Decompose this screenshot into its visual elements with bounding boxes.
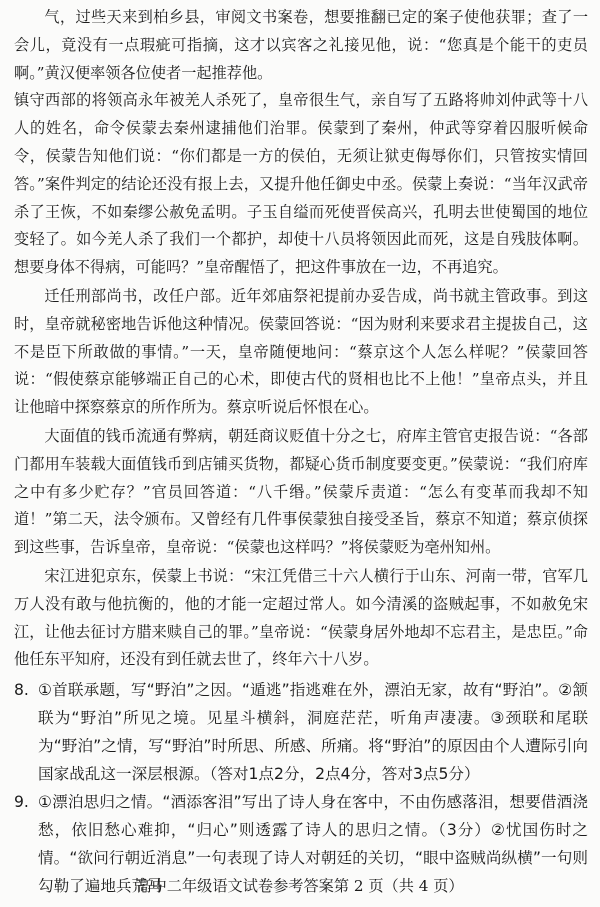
answer-number: 8. <box>14 681 29 700</box>
paragraph-4: 大面值的钱币流通有弊病，朝廷商议贬值十分之七，府库主管官吏报告说：“各部门都用车装载大面值钱币到店铺买货物，都疑心货币制度要变更。”侯蒙说：“我们府库之中有多少贮存？”官员回答道：“八千缗。”侯蒙斥责道：“怎么有变革而我却不知道！”第二天，法令颁布。又曾经有几件事侯蒙独自接受圣旨，蔡京不知道；蔡京侦探到这些事，告诉皇帝，皇帝说：“侯蒙也这样吗？”将侯蒙贬为亳州知州。 <box>14 426 588 557</box>
page-footer: 高中二年级语文试卷参考答案第 2 页（共 4 页） <box>136 877 464 896</box>
answer-number: 9. <box>14 793 29 812</box>
paragraph-5: 宋江进犯京东，侯蒙上书说：“宋江凭借三十六人横行于山东、河南一带，官军几万人没有敢与他抗衡的，他的才能一定超过常人。如今清溪的盗贼起事，不如赦免宋江，让他去征讨方腊来赎自己的罪。”皇帝说：“侯蒙身居外地却不忘君主，是忠臣。”命他任东平知府，还没有到任就去世了，终年六十八岁。 <box>14 566 588 669</box>
paragraph-1: 气，过些天来到柏乡县，审阅文书案卷，想要推翻已定的案子使他获罪；查了一会儿，竟没有一点瑕疵可指摘，这才以宾客之礼接见他，说：“您真是个能干的吏员啊。”黄汉便率领各位使者一起推荐他。 <box>14 8 588 82</box>
paragraph-3: 迁任刑部尚书，改任户部。近年郊庙祭祀提前办妥告成，尚书就主管政事。到这时，皇帝就秘密地告诉他这种情况。侯蒙回答说：“因为财利来要求君主提拔自己，这不是臣下所敢做的事情。”一天，皇帝随便地问：“蔡京这个人怎么样呢？”侯蒙回答说：“假使蔡京能够端正自己的心术，即使古代的贤相也比不上他！”皇帝点头，并且让他暗中探察蔡京的所作所为。蔡京听说后怀恨在心。 <box>14 286 588 417</box>
paragraph-2: 镇守西部的将领高永年被羌人杀死了，皇帝很生气，亲自写了五路将帅刘仲武等十八人的姓名，命令侯蒙去秦州逮捕他们治罪。侯蒙到了秦州，仲武等穿着囚服听候命令，侯蒙告知他们说：“你们都是一方的侯伯，无须让狱吏侮辱你们，只管按实情回答。”案件判定的结论还没有报上去，又提升他任御史中丞。侯蒙上奏说：“当年汉武帝杀了王恢，不如秦缪公赦免孟明。子玉自缢而死使晋侯高兴，孔明去世使蜀国的地位变轻了。如今羌人杀了我们一个都护，却使十八员将领因此而死，这是自残肢体啊。想要身体不得病，可能吗？”皇帝醒悟了，把这件事放在一边，不再追究。 <box>14 91 588 277</box>
answer-section <box>14 676 588 900</box>
answer-text: ①漂泊思归之情。“酒添客泪”写出了诗人身在客中，不由伤感落泪，想要借酒浇愁，依旧愁心难抑，“归心”则透露了诗人的思归之情。（3分）②忧国伤时之情。“欲问行朝近消息”一句表现了诗人对朝廷的关切，“眼中盗贼尚纵横”一句则勾勒了遍地兵荒马 <box>38 793 588 896</box>
answer-item-8 <box>14 676 588 788</box>
answer-text: ①首联承题，写“野泊”之因。“遁逃”指逃难在外，漂泊无家，故有“野泊”。②颔联为“野泊”所见之境。见星斗横斜，洞庭茫茫，听角声凄凄。③颈联和尾联为“野泊”之情，写“野泊”时所思、所感、所痛。将“野泊”的原因由个人遭际引向国家战乱这一深层根源。（答对1点2分，2点4分，答对3点5分） <box>38 681 588 784</box>
